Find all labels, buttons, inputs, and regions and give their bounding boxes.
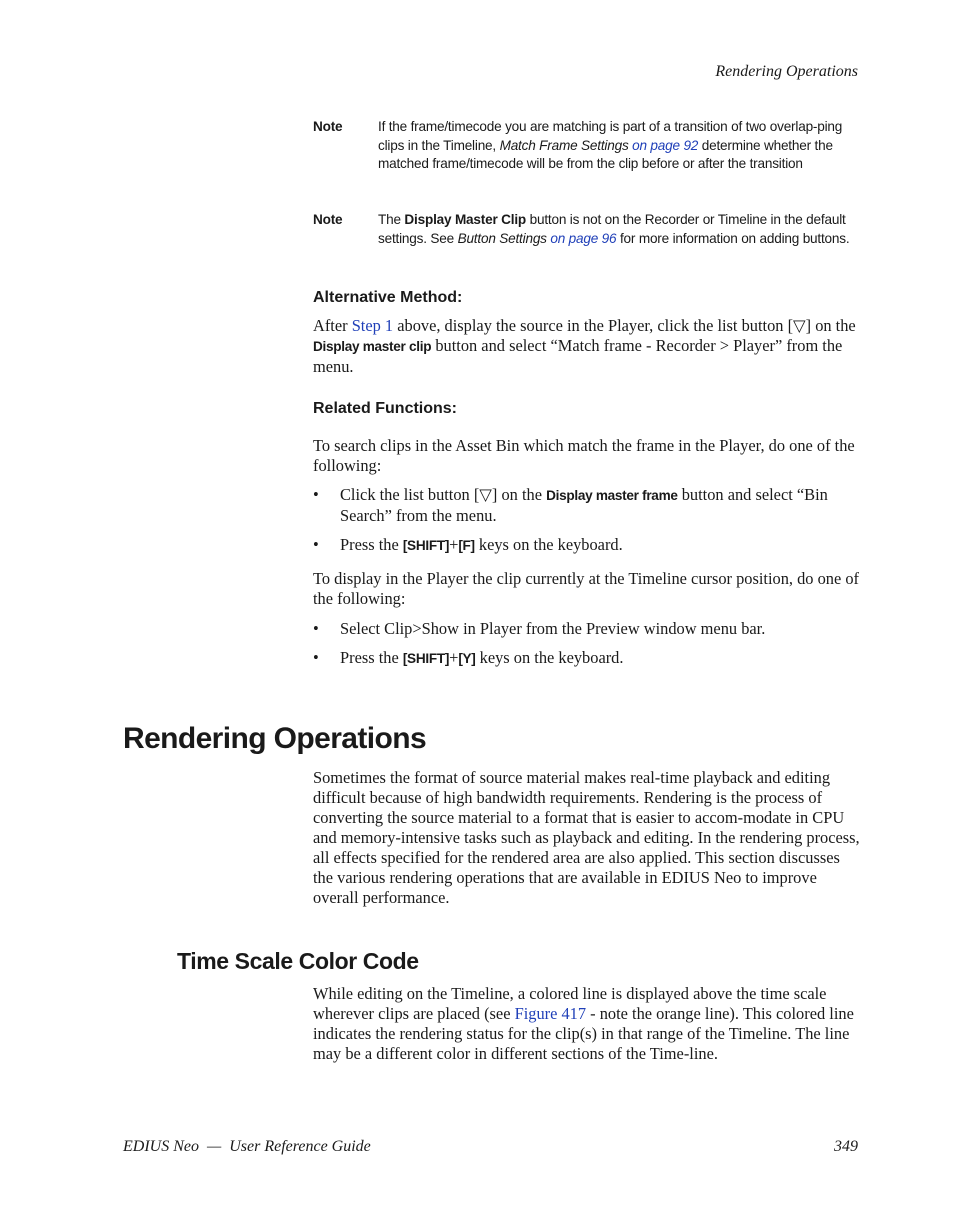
text: button and select “Match frame - Recorder > Player” from the menu. xyxy=(313,336,843,376)
subsection-title: Time Scale Color Code xyxy=(177,948,419,974)
text: Press the xyxy=(340,535,403,554)
alternative-method-paragraph xyxy=(313,316,861,377)
ui-button-name: Display master clip xyxy=(313,339,432,354)
page-number: 349 xyxy=(834,1138,858,1155)
bullet-icon: • xyxy=(313,619,319,638)
running-header: Rendering Operations xyxy=(715,63,858,80)
related-intro-1: To search clips in the Asset Bin which match the frame in the Player, do one of the following: xyxy=(313,436,855,475)
text: Select Clip>Show in Player from the Preview window menu bar. xyxy=(340,619,766,638)
page-link[interactable]: on page 92 xyxy=(632,137,699,153)
note-text: If the frame/timecode you are matching is part of a transition of two overlap-ping clips in the Timeline, xyxy=(378,119,843,153)
section-title: Rendering Operations xyxy=(123,722,427,755)
note-text: The xyxy=(378,212,405,227)
list-item xyxy=(313,619,861,639)
note-text: button is not on the Recorder or Timeline in the default settings. See xyxy=(378,212,846,246)
related-intro-2: To display in the Player the clip currently at the Timeline cursor position, do one of the following: xyxy=(313,569,860,608)
figure-link[interactable]: Figure 417 xyxy=(514,1004,587,1023)
key-shift: [SHIFT] xyxy=(402,651,450,666)
related-functions-heading: Related Functions: xyxy=(313,400,458,417)
note-label: Note xyxy=(313,119,343,134)
text: keys on the keyboard. xyxy=(475,648,624,667)
reference-title: Button Settings xyxy=(457,230,547,246)
list-item xyxy=(313,648,861,669)
bullet-icon: • xyxy=(313,485,319,504)
list-item xyxy=(313,535,861,556)
text: + xyxy=(449,535,459,554)
page-link[interactable]: on page 96 xyxy=(550,230,617,246)
subsection-body xyxy=(313,984,861,1064)
note-label: Note xyxy=(313,212,343,227)
key-y: [Y] xyxy=(458,651,476,666)
step-link[interactable]: Step 1 xyxy=(351,316,394,335)
section-body: Sometimes the format of source material makes real-time playback and editing difficult because of high bandwidth requirements. Rendering is the process of converting the source material to a format that is easier to accom-modate in CPU and memory-intensive tasks such as playback and editing. In the rendering process, all effects specified for the rendered area are also applied. This section discusses the various rendering operations that are available in EDIUS Neo to improve overall performance. xyxy=(313,768,860,907)
note-2 xyxy=(313,211,858,248)
text: While editing on the Timeline, a colored line is displayed above the time scale wherever clips are placed (see xyxy=(313,984,827,1023)
note-1 xyxy=(313,118,858,174)
ui-button-name: Display master frame xyxy=(546,488,678,503)
key-f: [F] xyxy=(458,538,475,553)
text: After xyxy=(313,316,352,335)
note-text: determine whether the matched frame/timecode will be from the clip before or after the transition xyxy=(378,137,833,171)
text: above, display the source in the Player, click the list button [▽] on the xyxy=(393,316,856,335)
note-text: for more information on adding buttons. xyxy=(616,230,850,246)
list-item xyxy=(313,485,861,526)
footer-guide-title: EDIUS Neo — User Reference Guide xyxy=(123,1138,371,1155)
reference-title: Match Frame Settings xyxy=(499,137,629,153)
text: - note the orange line). This colored line indicates the rendering status for the clip(s) in that range of the Timeline. The line may be a different color in different sections of the Time-line. xyxy=(313,1004,854,1063)
text: Click the list button [▽] on the xyxy=(340,485,547,504)
text: Press the xyxy=(340,648,403,667)
text: button and select “Bin Search” from the menu. xyxy=(340,485,828,525)
ui-button-name: Display Master Clip xyxy=(404,212,527,227)
bullet-icon: • xyxy=(313,648,319,667)
alternative-method-heading: Alternative Method: xyxy=(313,289,463,306)
text: keys on the keyboard. xyxy=(474,535,623,554)
bullet-icon: • xyxy=(313,535,319,554)
key-shift: [SHIFT] xyxy=(402,538,450,553)
text: + xyxy=(449,648,459,667)
